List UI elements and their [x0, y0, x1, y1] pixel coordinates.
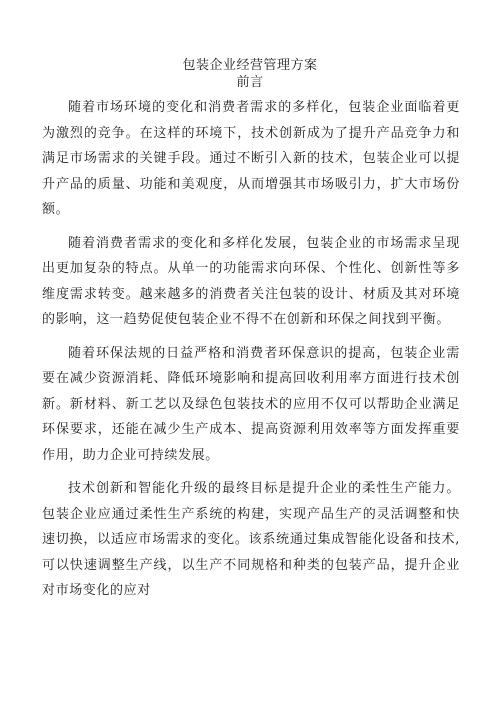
paragraph-2: 随着消费者需求的变化和多样化发展，包装企业的市场需求呈现出更加复杂的特点。从单一的功能需求向环保、个性化、创新性等多维度需求转变。越来越多的消费者关注包装的设计、材质及其对环境的影响，这一趋势促使包装企业不得不在创新和环保之间找到平衡。 — [42, 235, 460, 327]
document-body — [42, 95, 460, 612]
document-subtitle: 前言 — [236, 75, 264, 90]
paragraph-3: 随着环保法规的日益严格和消费者环保意识的提高，包装企业需要在减少资源消耗、降低环境影响和提高回收利用率方面进行技术创新。新材料、新工艺以及绿色包装技术的应用不仅可以帮助企业满足环保要求，还能在减少生产成本、提高资源利用效率等方面发挥重要作用，助力企业可持续发展。 — [42, 345, 460, 463]
paragraph-1: 随着市场环境的变化和消费者需求的多样化，包装企业面临着更为激烈的竞争。在这样的环境下，技术创新成为了提升产品竞争力和满足市场需求的关键手段。通过不断引入新的技术，包装企业可以提升产品的质量、功能和美观度，从而增强其市场吸引力，扩大市场份额。 — [42, 100, 460, 217]
paragraph-4: 技术创新和智能化升级的最终目标是提升企业的柔性生产能力。包装企业应通过柔性生产系统的构建，实现产品生产的灵活调整和快速切换，以适应市场需求的变化。该系统通过集成智能化设备和技术,可以快速调整生产线，以生产不同规格和种类的包装产品，提升企业对市场变化的应对 — [42, 481, 460, 598]
document-title: 包装企业经营管理方案 — [182, 58, 318, 73]
